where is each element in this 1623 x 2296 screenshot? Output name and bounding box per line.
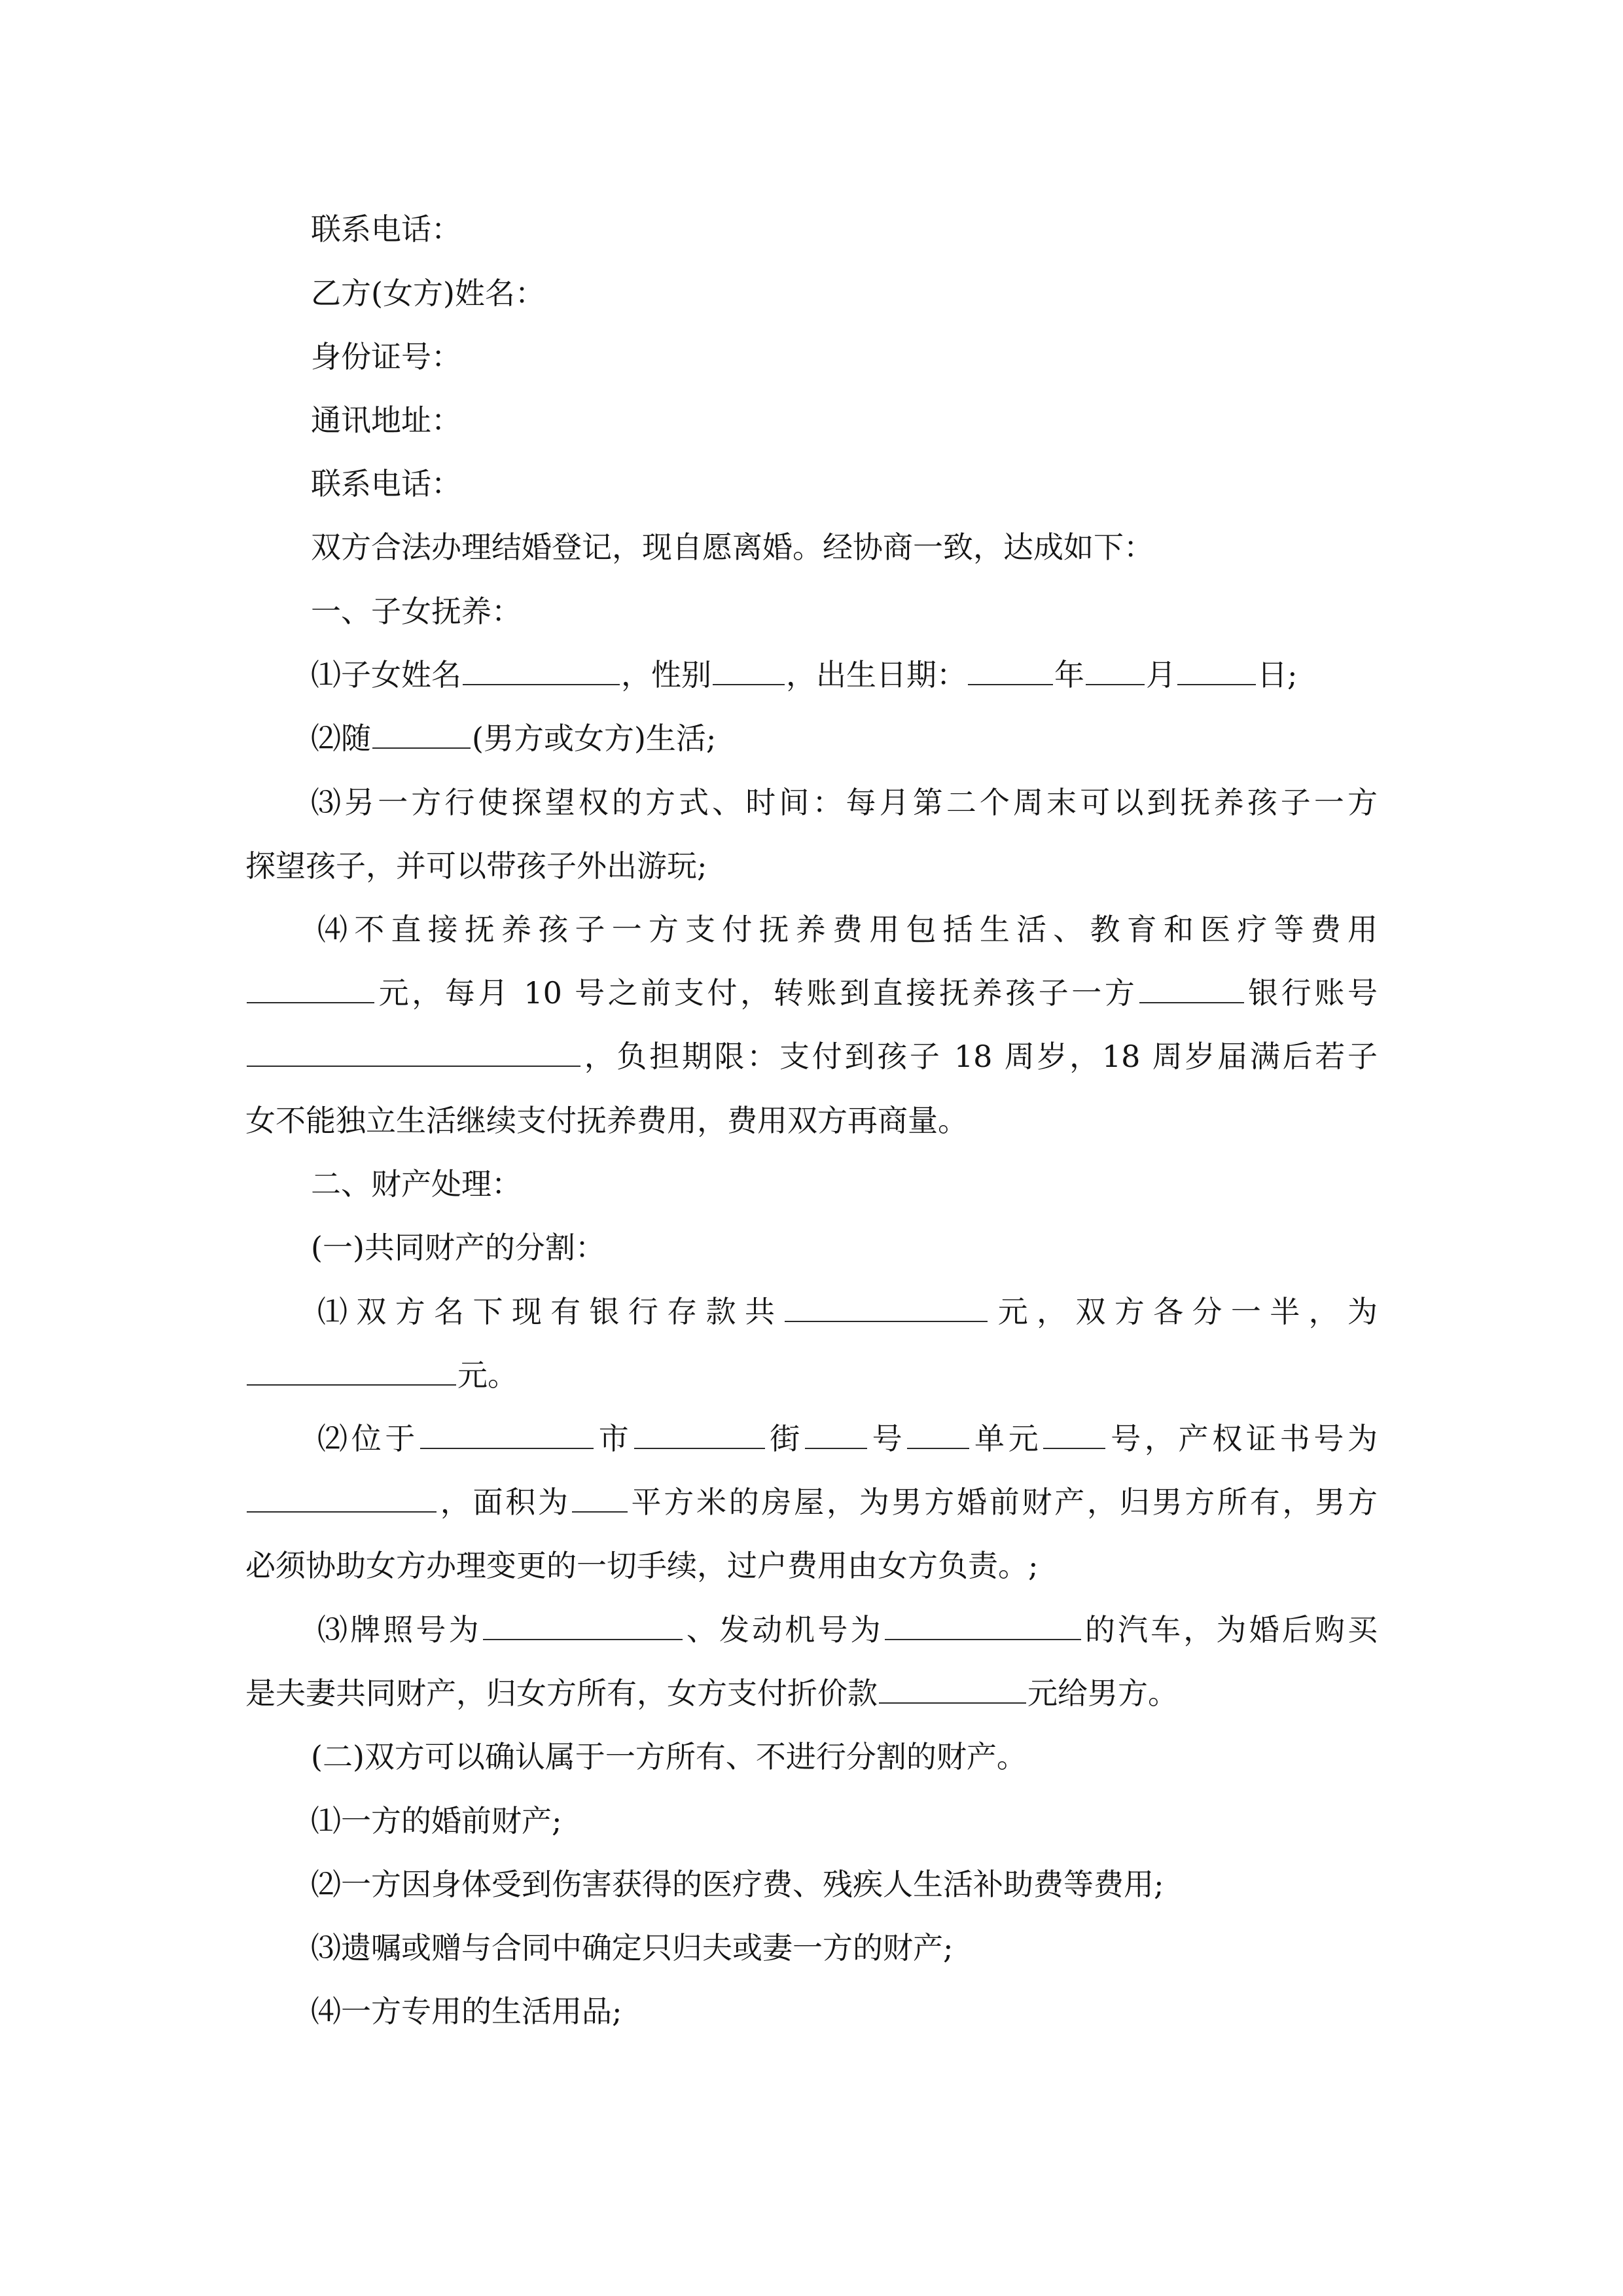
support-amount-blank[interactable] [247,976,374,1003]
area-blank[interactable] [572,1485,628,1513]
street-label: 街 [766,1421,804,1456]
building-number-label: 号 [868,1421,906,1456]
party-a-phone-label: 联系电话： [311,211,461,247]
savings-line-2 [245,1344,1378,1407]
unit-blank[interactable] [907,1422,969,1449]
bank-account-label: 银行账号 [1245,975,1378,1011]
child-name-blank[interactable] [463,658,620,685]
unit-label: 单元 [971,1421,1043,1456]
separate-property-item: ⑷一方专用的生活用品; [311,1994,622,2029]
certificate-number-blank[interactable] [247,1485,437,1513]
custody-parent-blank[interactable] [372,721,471,749]
visitation-line-1: ⑶另一方行使探望权的方式、时间：每月第二个周末可以到抚养孩子一方 [311,785,1378,820]
child-gender-blank[interactable] [713,658,785,685]
savings-half-blank[interactable] [247,1358,456,1386]
savings-amount-blank[interactable] [785,1295,988,1322]
car-compensation-blank[interactable] [879,1676,1026,1704]
month-label: 月 [1146,657,1176,692]
party-b-address-label: 通讯地址： [311,403,461,438]
city-label: 市 [595,1421,633,1456]
street-blank[interactable] [634,1422,765,1449]
car-ownership-text: 是夫妻共同财产，归女方所有，女方支付折价款 [245,1676,878,1711]
section-2-heading: 二、财产处理： [311,1166,522,1202]
savings-unit: 元。 [457,1357,518,1393]
year-label: 年 [1054,657,1084,692]
savings-label: ⑴双方名下现有银行存款共 [317,1294,784,1329]
support-line-1: ⑷不直接抚养孩子一方支付抚养费用包括生活、教育和医疗等费用 [317,912,1378,947]
room-number-blank[interactable] [1043,1422,1105,1449]
birth-month-blank[interactable] [1086,658,1145,685]
section-1-heading: 一、子女抚养： [311,594,522,629]
support-recipient-blank[interactable] [1139,976,1244,1003]
visitation-line-2: 探望孩子，并可以带孩子外出游玩; [245,848,707,884]
support-line-2 [245,961,1378,1024]
savings-split-text: 元，双方各分一半，为 [989,1294,1378,1329]
support-payment-text: 元，每月 10 号之前支付，转账到直接抚养孩子一方 [376,975,1138,1011]
party-b-name-label: 乙方(女方)姓名： [311,276,545,311]
savings-line-1 [317,1280,1378,1343]
child-gender-label: ，性别 [621,657,711,692]
bank-account-blank[interactable] [247,1039,580,1067]
support-line-4: 女不能独立生活继续支付抚养费用，费用双方再商量。 [245,1103,968,1138]
support-line-3 [245,1025,1378,1088]
joint-property-heading: (一)共同财产的分割： [311,1230,605,1265]
day-label: 日; [1257,657,1298,692]
child-name-label: ⑴子女姓名 [311,657,461,692]
house-ownership-text: 平方米的房屋，为男方婚前财产，归男方所有，男方 [628,1484,1378,1520]
custody-suffix: (男方或女方)生活; [472,721,717,756]
area-label: ，面积为 [438,1484,571,1520]
house-line-2 [245,1471,1378,1534]
car-line-2 [245,1662,1378,1725]
separate-property-item: ⑴一方的婚前财产; [311,1803,562,1839]
birth-year-blank[interactable] [968,658,1053,685]
city-blank[interactable] [420,1422,594,1449]
support-term-text: ，负担期限：支付到孩子 18 周岁，18 周岁届满后若子 [582,1039,1378,1074]
house-line-3: 必须协助女方办理变更的一切手续，过户费用由女方负责。; [245,1548,1039,1583]
child-birth-label: ，出生日期： [786,657,967,692]
plate-label: ⑶牌照号为 [317,1612,482,1647]
child-info-line [311,643,1378,706]
car-compensation-text: 元给男方。 [1027,1676,1178,1711]
engine-label: 、发动机号为 [683,1612,883,1647]
custody-label: ⑵随 [311,721,371,756]
building-number-blank[interactable] [805,1422,867,1449]
house-line-1 [317,1407,1378,1470]
plate-number-blank[interactable] [483,1613,683,1640]
agreement-intro: 双方合法办理结婚登记，现自愿离婚。经协商一致，达成如下： [311,529,1154,565]
separate-property-heading: (二)双方可以确认属于一方所有、不进行分割的财产。 [311,1739,1027,1774]
certificate-label: 号，产权证书号为 [1107,1421,1378,1456]
birth-day-blank[interactable] [1177,658,1256,685]
separate-property-item: ⑶遗嘱或赠与合同中确定只归夫或妻一方的财产; [311,1930,954,1965]
engine-number-blank[interactable] [885,1613,1081,1640]
custody-line [311,707,1378,770]
car-line-1 [317,1598,1378,1661]
party-b-phone-label: 联系电话： [311,466,461,501]
separate-property-item: ⑵一方因身体受到伤害获得的医疗费、残疾人生活补助费等费用; [311,1867,1164,1902]
car-purchase-text: 的汽车，为婚后购买 [1082,1612,1378,1647]
house-location-label: ⑵位于 [317,1421,419,1456]
party-b-id-label: 身份证号： [311,339,461,374]
